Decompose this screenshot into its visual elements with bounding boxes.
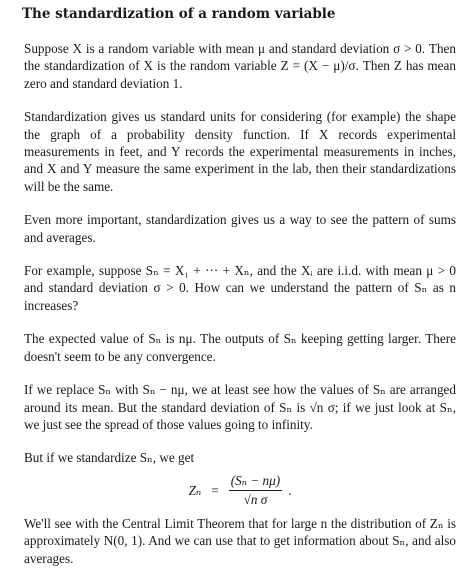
formula-fraction (229, 473, 282, 508)
formula-lhs: Zₙ (188, 482, 202, 498)
paragraph-replace-mean: If we replace Sₙ with Sₙ − nμ, we at least see how the values of Sₙ are arranged around its mean. But the standard deviation of Sₙ is √n σ; if we just look at Sₙ, we just see the spread of those values going to infinity. (24, 382, 456, 432)
formula-numerator: (Sₙ − nμ) (229, 473, 282, 491)
paragraph-standardization-definition: Suppose X is a random variable with mean μ and standard deviation σ > 0. Then the standardization of X is the random variable Z = (X − μ)/σ. Then Z has mean zero and standard deviation 1. (24, 41, 456, 91)
formula-equals: = (211, 482, 219, 498)
formula-denominator: √n σ (243, 492, 268, 508)
section-title: The standardization of a random variable (22, 6, 336, 22)
paragraph-expected-value: The expected value of Sₙ is nμ. The outputs of Sₙ keeping getting larger. There doesn't seem to be any convergence. (24, 331, 456, 364)
paragraph-central-limit: We'll see with the Central Limit Theorem that for large n the distribution of Zₙ is approximately N(0, 1). And we can use that to get information about Sₙ, and also averages. (24, 515, 456, 566)
paragraph-example-sum: For example, suppose Sₙ = X₁ + ··· + Xₙ, and the Xᵢ are i.i.d. with mean μ > 0 and standard deviation σ > 0. How can we understand the pattern of Sₙ as n increases? (24, 263, 456, 313)
paragraph-sums-and-averages: Even more important, standardization gives us a way to see the pattern of sums and averages. (24, 212, 456, 245)
standardization-formula (24, 471, 456, 511)
paragraph-standard-units: Standardization gives us standard units for considering (for example) the shape the graph of a probability density function. If X records experimental measurements in feet, and Y records the experimental measurements in inches, and X and Y measure the same experiment in the lab, then their standardizations will be the same. (24, 109, 456, 194)
formula-period: . (288, 482, 292, 498)
paragraph-standardize-intro: But if we standardize Sₙ, we get (24, 450, 195, 466)
